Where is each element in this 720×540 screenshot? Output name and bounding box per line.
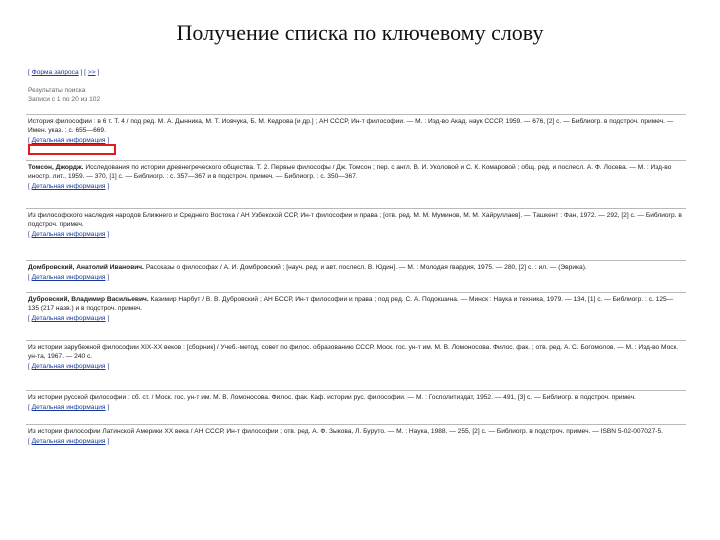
detail-info-link[interactable]: Детальная информация xyxy=(31,137,106,144)
record-text: Из истории философии Латинской Америки XX века / АН СССР, Ин-т философии ; отв. ред. А. Ф. Зыкова, Л. Буруто. — М. : Наука, 1988. — 255, [2] с. — Библиогр. в подстроч. примеч. — ISBN 5-02-007027-5. xyxy=(28,428,663,435)
record-body: Рассказы о философах / А. И. Домбровский ; [науч. ред. и авт. послесл. В. Юдин]. — М. : Молодая гвардия, 1975. — 280, [2] с. : ил. — (Эврика). xyxy=(145,264,587,271)
detail-info-link[interactable]: Детальная информация xyxy=(31,274,106,281)
nav-open-bracket: [ xyxy=(28,69,30,76)
nav-close-bracket: ] xyxy=(80,69,83,76)
search-form-link[interactable]: Форма запроса xyxy=(31,69,79,76)
slide-title: Получение списка по ключевому слову xyxy=(176,20,544,45)
nav-close-bracket-2: ] xyxy=(97,69,100,76)
detail-link-wrap: [ Детальная информация ] xyxy=(28,137,110,144)
result-record-1 xyxy=(26,114,686,158)
record-text xyxy=(28,295,684,313)
detail-link-wrap: [ Детальная информация ] xyxy=(28,183,110,190)
detail-link-wrap: [ Детальная информация ] xyxy=(28,231,110,238)
results-heading: Результаты поиска xyxy=(28,87,86,94)
record-author: Томсон, Джордж. xyxy=(28,164,84,171)
result-record-6 xyxy=(26,340,686,386)
detail-info-link[interactable]: Детальная информация xyxy=(31,438,106,445)
detail-link-wrap: [ Детальная информация ] xyxy=(28,315,110,322)
record-text: Из истории русской философии : сб. ст. / Моск. гос. ун-т им. М. В. Ломоносова. Филос. фак. Каф. истории рус. философии. — М. : Госполитиздат, 1952. — 491, [3] с. — Библиогр. в подстроч. примеч. xyxy=(28,394,636,401)
detail-info-link[interactable]: Детальная информация xyxy=(31,363,106,370)
result-record-7 xyxy=(26,390,686,426)
record-author: Дубровский, Владимир Васильевич. xyxy=(28,296,149,303)
highlight-box xyxy=(28,144,116,155)
record-text xyxy=(28,263,684,272)
detail-link-wrap: [ Детальная информация ] xyxy=(28,363,110,370)
record-body: Исследования по истории древнегреческого общества. Т. 2. Первые философы / Дж. Томсон ; пер. с англ. В. И. Уколовой и С. К. Комаровой ; общ. ред. и послесл. А. Ф. Лосева. — М. : Изд-во иностр. лит., 1959. — 370, [1] с. — Библиогр. : с. 357—367 и в подстроч. примеч. — Библиогр. : с. 350—367. xyxy=(28,164,672,180)
detail-info-link[interactable]: Детальная информация xyxy=(31,404,106,411)
results-status xyxy=(28,86,100,104)
record-text xyxy=(28,163,684,181)
results-count: Записи с 1 по 20 из 102 xyxy=(28,96,101,103)
result-record-5 xyxy=(26,292,686,338)
detail-link-wrap: [ Детальная информация ] xyxy=(28,274,110,281)
result-record-3 xyxy=(26,208,686,254)
detail-info-link[interactable]: Детальная информация xyxy=(31,183,106,190)
record-text: Из философского наследия народов Ближнего и Среднего Востока / АН Узбекской ССР, Ин-т философии и права ; [отв. ред. М. М. Муминов, М. М. Хайруллаев]. — Ташкент : Фан, 1972. — 292, [2] с. — Библиогр. в подстроч. примеч. xyxy=(28,212,682,228)
record-body: Казимир Нарбут / В. В. Дубровский ; АН БССР, Ин-т философии и права ; под ред. С. А. Подокшина. — Минск : Наука и техника, 1979. — 134, [1] с. — Библиогр. : с. 125—135 (217 назв.) и в подстроч. примеч. xyxy=(28,296,674,312)
detail-link-wrap: [ Детальная информация ] xyxy=(28,438,110,445)
record-text: История философии : в 6 т. Т. 4 / под ред. М. А. Дынника, М. Т. Иовчука, Б. М. Кедрова [и др.] ; АН СССР, Ин-т философии. — М. : Изд-во Акад. наук СССР, 1959. — 676, [2] с. — Библиогр. в подстроч. примеч. — Имен. указ. : с. 655—669. xyxy=(28,118,674,134)
next-page-link[interactable]: >> xyxy=(87,69,96,76)
detail-link-wrap: [ Детальная информация ] xyxy=(28,404,110,411)
result-record-2 xyxy=(26,160,686,206)
detail-info-link[interactable]: Детальная информация xyxy=(31,315,106,322)
detail-info-link[interactable]: Детальная информация xyxy=(31,231,106,238)
result-record-4 xyxy=(26,260,686,290)
result-record-8 xyxy=(26,424,686,454)
nav-open-bracket-2: [ xyxy=(84,69,87,76)
record-author: Домбровский, Анатолий Иванович. xyxy=(28,264,144,271)
nav-bar xyxy=(28,68,99,77)
record-text: Из истории зарубежной философии XIX-XX веков : [сборник] / Учеб.-метод. совет по филос. образованию СССР. Моск. гос. ун-т им. М. В. Ломоносова. Филос. фак. ; отв. ред. А. С. Богомолов. — М. : Изд-во Моск. ун-та, 1967. — 240 с. xyxy=(28,344,679,360)
search-results-screenshot xyxy=(26,64,686,456)
